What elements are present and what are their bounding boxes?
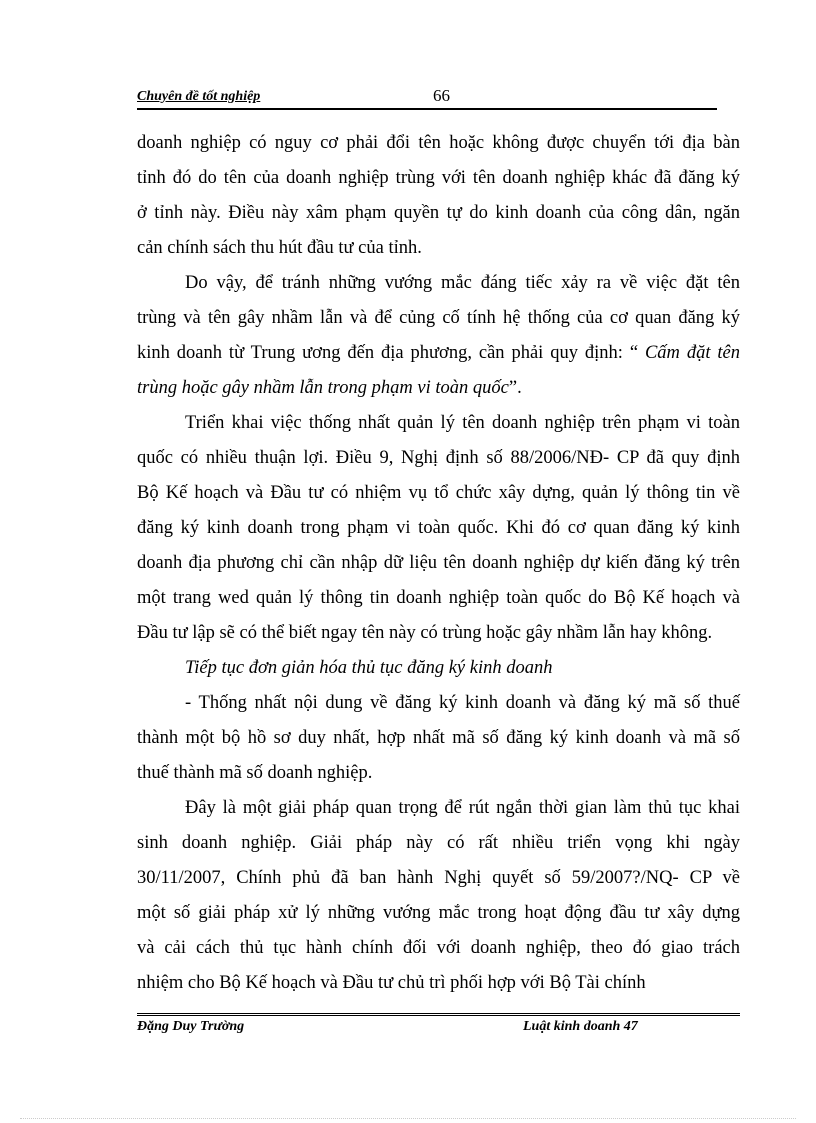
paragraph	[137, 686, 740, 791]
text-line: nhiệm cho Bộ Kế hoạch và Đầu tư chủ trì phối hợp với Bộ Tài chính	[137, 973, 646, 993]
text-line: Triển khai việc thống nhất quản lý tên doanh nghiệp trên phạm vi toàn	[185, 413, 740, 433]
page-edge	[20, 1118, 796, 1119]
text-line: trùng và tên gây nhầm lẫn và để củng cố tính hệ thống của cơ quan đăng ký	[137, 308, 740, 328]
text-line: thành một bộ hồ sơ duy nhất, hợp nhất mã số đăng ký kinh doanh và mã số	[137, 728, 740, 748]
page-number: 66	[433, 86, 450, 105]
text-line: kinh doanh từ Trung ương đến địa phương, cần phải quy định: “ Cấm đặt tên	[137, 343, 740, 363]
text-line: trùng hoặc gây nhầm lẫn trong phạm vi toàn quốc”.	[137, 378, 522, 398]
text-line: Tiếp tục đơn giản hóa thủ tục đăng ký kinh doanh	[185, 658, 553, 678]
text-line: Bộ Kế hoạch và Đầu tư có nhiệm vụ tổ chức xây dựng, quản lý thông tin về	[137, 483, 740, 503]
footer-divider	[137, 1013, 740, 1016]
paragraph	[137, 126, 740, 266]
text-line: ở tỉnh này. Điều này xâm phạm quyền tự do kinh doanh của công dân, ngăn	[137, 203, 740, 223]
text-line: doanh địa phương chỉ cần nhập dữ liệu tên doanh nghiệp dự kiến đăng ký trên	[137, 553, 740, 573]
section-subheading	[137, 651, 740, 686]
footer-course: Luật kinh doanh 47	[523, 1019, 638, 1034]
paragraph	[137, 791, 740, 1001]
text-line: - Thống nhất nội dung về đăng ký kinh doanh và đăng ký mã số thuế	[185, 693, 740, 713]
document-body	[137, 126, 740, 1001]
text-line: một trang wed quản lý thông tin doanh nghiệp toàn quốc do Bộ Kế hoạch và	[137, 588, 740, 608]
text-line: đăng ký kinh doanh trong phạm vi toàn quốc. Khi đó cơ quan đăng ký kinh	[137, 518, 740, 538]
text-line: thuế thành mã số doanh nghiệp.	[137, 763, 373, 783]
text-line: Đầu tư lập sẽ có thể biết ngay tên này có trùng hoặc gây nhầm lẫn hay không.	[137, 623, 713, 643]
header-title: Chuyên đề tốt nghiệp	[137, 89, 261, 104]
footer-author: Đặng Duy Trường	[137, 1019, 245, 1034]
text-line: Đây là một giải pháp quan trọng để rút ngắn thời gian làm thủ tục khai	[185, 798, 740, 818]
text-line: một số giải pháp xử lý những vướng mắc trong hoạt động đầu tư xây dựng	[137, 903, 740, 923]
paragraph	[137, 266, 740, 406]
page-header	[137, 86, 717, 110]
text-line: quốc có nhiều thuận lợi. Điều 9, Nghị định số 88/2006/NĐ- CP đã quy định	[137, 448, 740, 468]
text-line: sinh doanh nghiệp. Giải pháp này có rất nhiều triển vọng khi ngày	[137, 833, 740, 853]
text-line: Do vậy, để tránh những vướng mắc đáng tiếc xảy ra về việc đặt tên	[185, 273, 740, 293]
text-line: doanh nghiệp có nguy cơ phải đổi tên hoặc không được chuyển tới địa bàn	[137, 133, 740, 153]
text-line: cản chính sách thu hút đầu tư của tỉnh.	[137, 238, 422, 258]
text-line: và cải cách thủ tục hành chính đối với doanh nghiệp, theo đó giao trách	[137, 938, 740, 958]
text-line: 30/11/2007, Chính phủ đã ban hành Nghị quyết số 59/2007?/NQ- CP về	[137, 868, 740, 888]
paragraph	[137, 406, 740, 651]
text-line: tỉnh đó do tên của doanh nghiệp trùng với tên doanh nghiệp khác đã đăng ký	[137, 168, 740, 188]
